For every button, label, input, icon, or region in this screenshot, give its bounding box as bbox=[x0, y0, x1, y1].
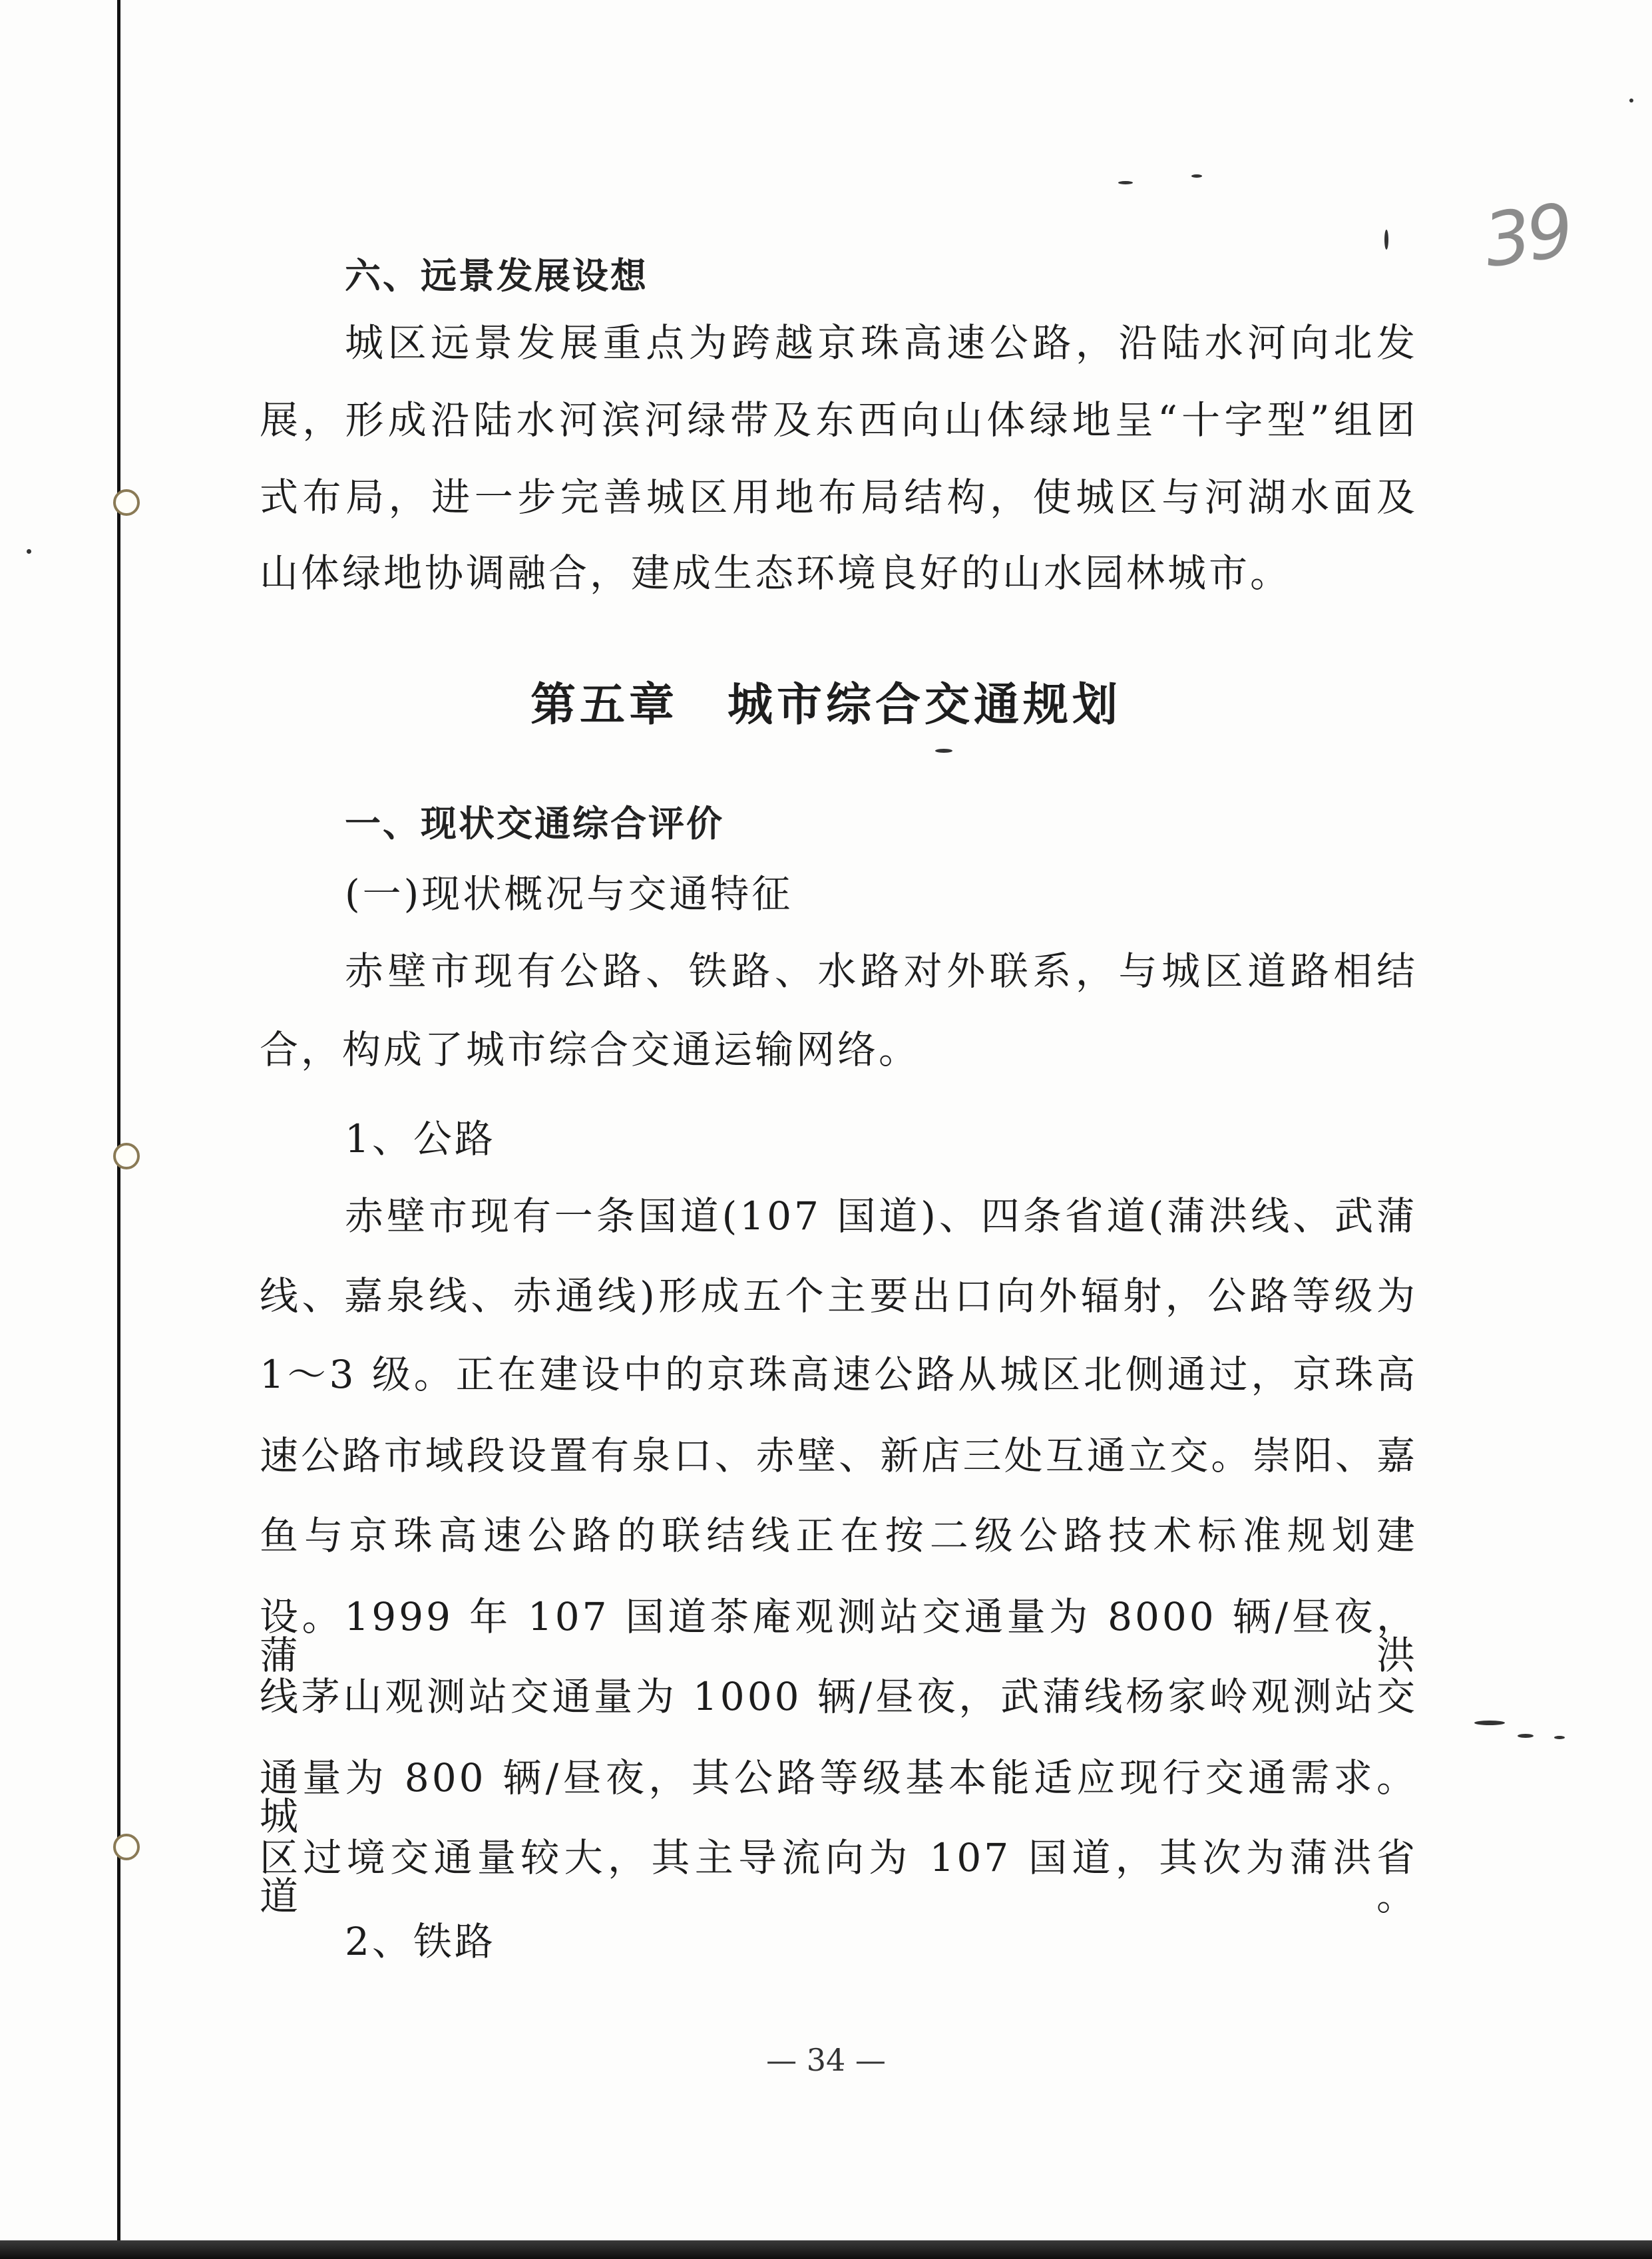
paragraph-line: 线茅山观测站交通量为 1000 辆/昼夜，武蒲线杨家岭观测站交 bbox=[260, 1674, 1418, 1719]
paragraph-line: 赤壁市现有一条国道(107 国道)、四条省道(蒲洪线、武蒲 bbox=[345, 1193, 1418, 1239]
paragraph-line: 区过境交通量较大，其主导流向为 107 国道，其次为蒲洪省道。 bbox=[260, 1835, 1418, 1919]
handwritten-page-mark: 39 bbox=[1478, 187, 1575, 284]
punch-hole bbox=[113, 1834, 140, 1860]
section-heading: 六、远景发展设想 bbox=[345, 255, 648, 297]
paragraph-line: 线、嘉泉线、赤通线)形成五个主要出口向外辐射，公路等级为 bbox=[260, 1273, 1418, 1319]
scan-speck bbox=[1518, 1734, 1534, 1738]
paragraph-line: 城区远景发展重点为跨越京珠高速公路，沿陆水河向北发 bbox=[345, 320, 1418, 365]
paragraph-line: 赤壁市现有公路、铁路、水路对外联系，与城区道路相结 bbox=[345, 948, 1418, 994]
page-number: — 34 — bbox=[766, 2042, 886, 2078]
scan-speck bbox=[935, 749, 952, 753]
paragraph-line: 1～3 级。正在建设中的京珠高速公路从城区北侧通过，京珠高 bbox=[260, 1352, 1418, 1397]
paragraph-line: 速公路市域段设置有泉口、赤壁、新店三处互通立交。崇阳、嘉 bbox=[260, 1433, 1418, 1478]
item-heading: 1、公路 bbox=[345, 1116, 496, 1161]
punch-hole bbox=[113, 489, 140, 516]
scan-speck bbox=[1554, 1736, 1565, 1739]
section-heading: 一、现状交通综合评价 bbox=[345, 803, 724, 845]
punch-hole bbox=[113, 1143, 140, 1169]
scan-speck bbox=[1629, 99, 1633, 103]
paragraph-line: 展，形成沿陆水河滨河绿带及东西向山体绿地呈“十字型”组团 bbox=[260, 397, 1418, 443]
binding-edge bbox=[117, 0, 120, 2259]
scan-speck bbox=[1384, 230, 1388, 250]
scan-speck bbox=[1118, 181, 1133, 184]
scan-speck bbox=[1474, 1721, 1505, 1725]
paragraph-line: 式布局，进一步完善城区用地布局结构，使城区与河湖水面及 bbox=[260, 475, 1418, 520]
paragraph-line: 设。1999 年 107 国道茶庵观测站交通量为 8000 辆/昼夜，蒲洪 bbox=[260, 1594, 1418, 1678]
scan-bottom-edge bbox=[0, 2240, 1652, 2259]
item-heading: 2、铁路 bbox=[345, 1919, 496, 1964]
scan-speck bbox=[1191, 174, 1202, 178]
paragraph-line: 通量为 800 辆/昼夜，其公路等级基本能适应现行交通需求。城 bbox=[260, 1755, 1418, 1839]
paragraph-line: 山体绿地协调融合，建成生态环境良好的山水园林城市。 bbox=[260, 550, 1292, 596]
scan-speck bbox=[27, 549, 31, 554]
paragraph-line: 鱼与京珠高速公路的联结线正在按二级公路技术标准规划建 bbox=[260, 1513, 1418, 1558]
subsection-heading: (一)现状概况与交通特征 bbox=[345, 871, 793, 917]
paragraph-line: 合，构成了城市综合交通运输网络。 bbox=[260, 1027, 921, 1072]
chapter-title: 第五章 城市综合交通规划 bbox=[530, 679, 1122, 731]
